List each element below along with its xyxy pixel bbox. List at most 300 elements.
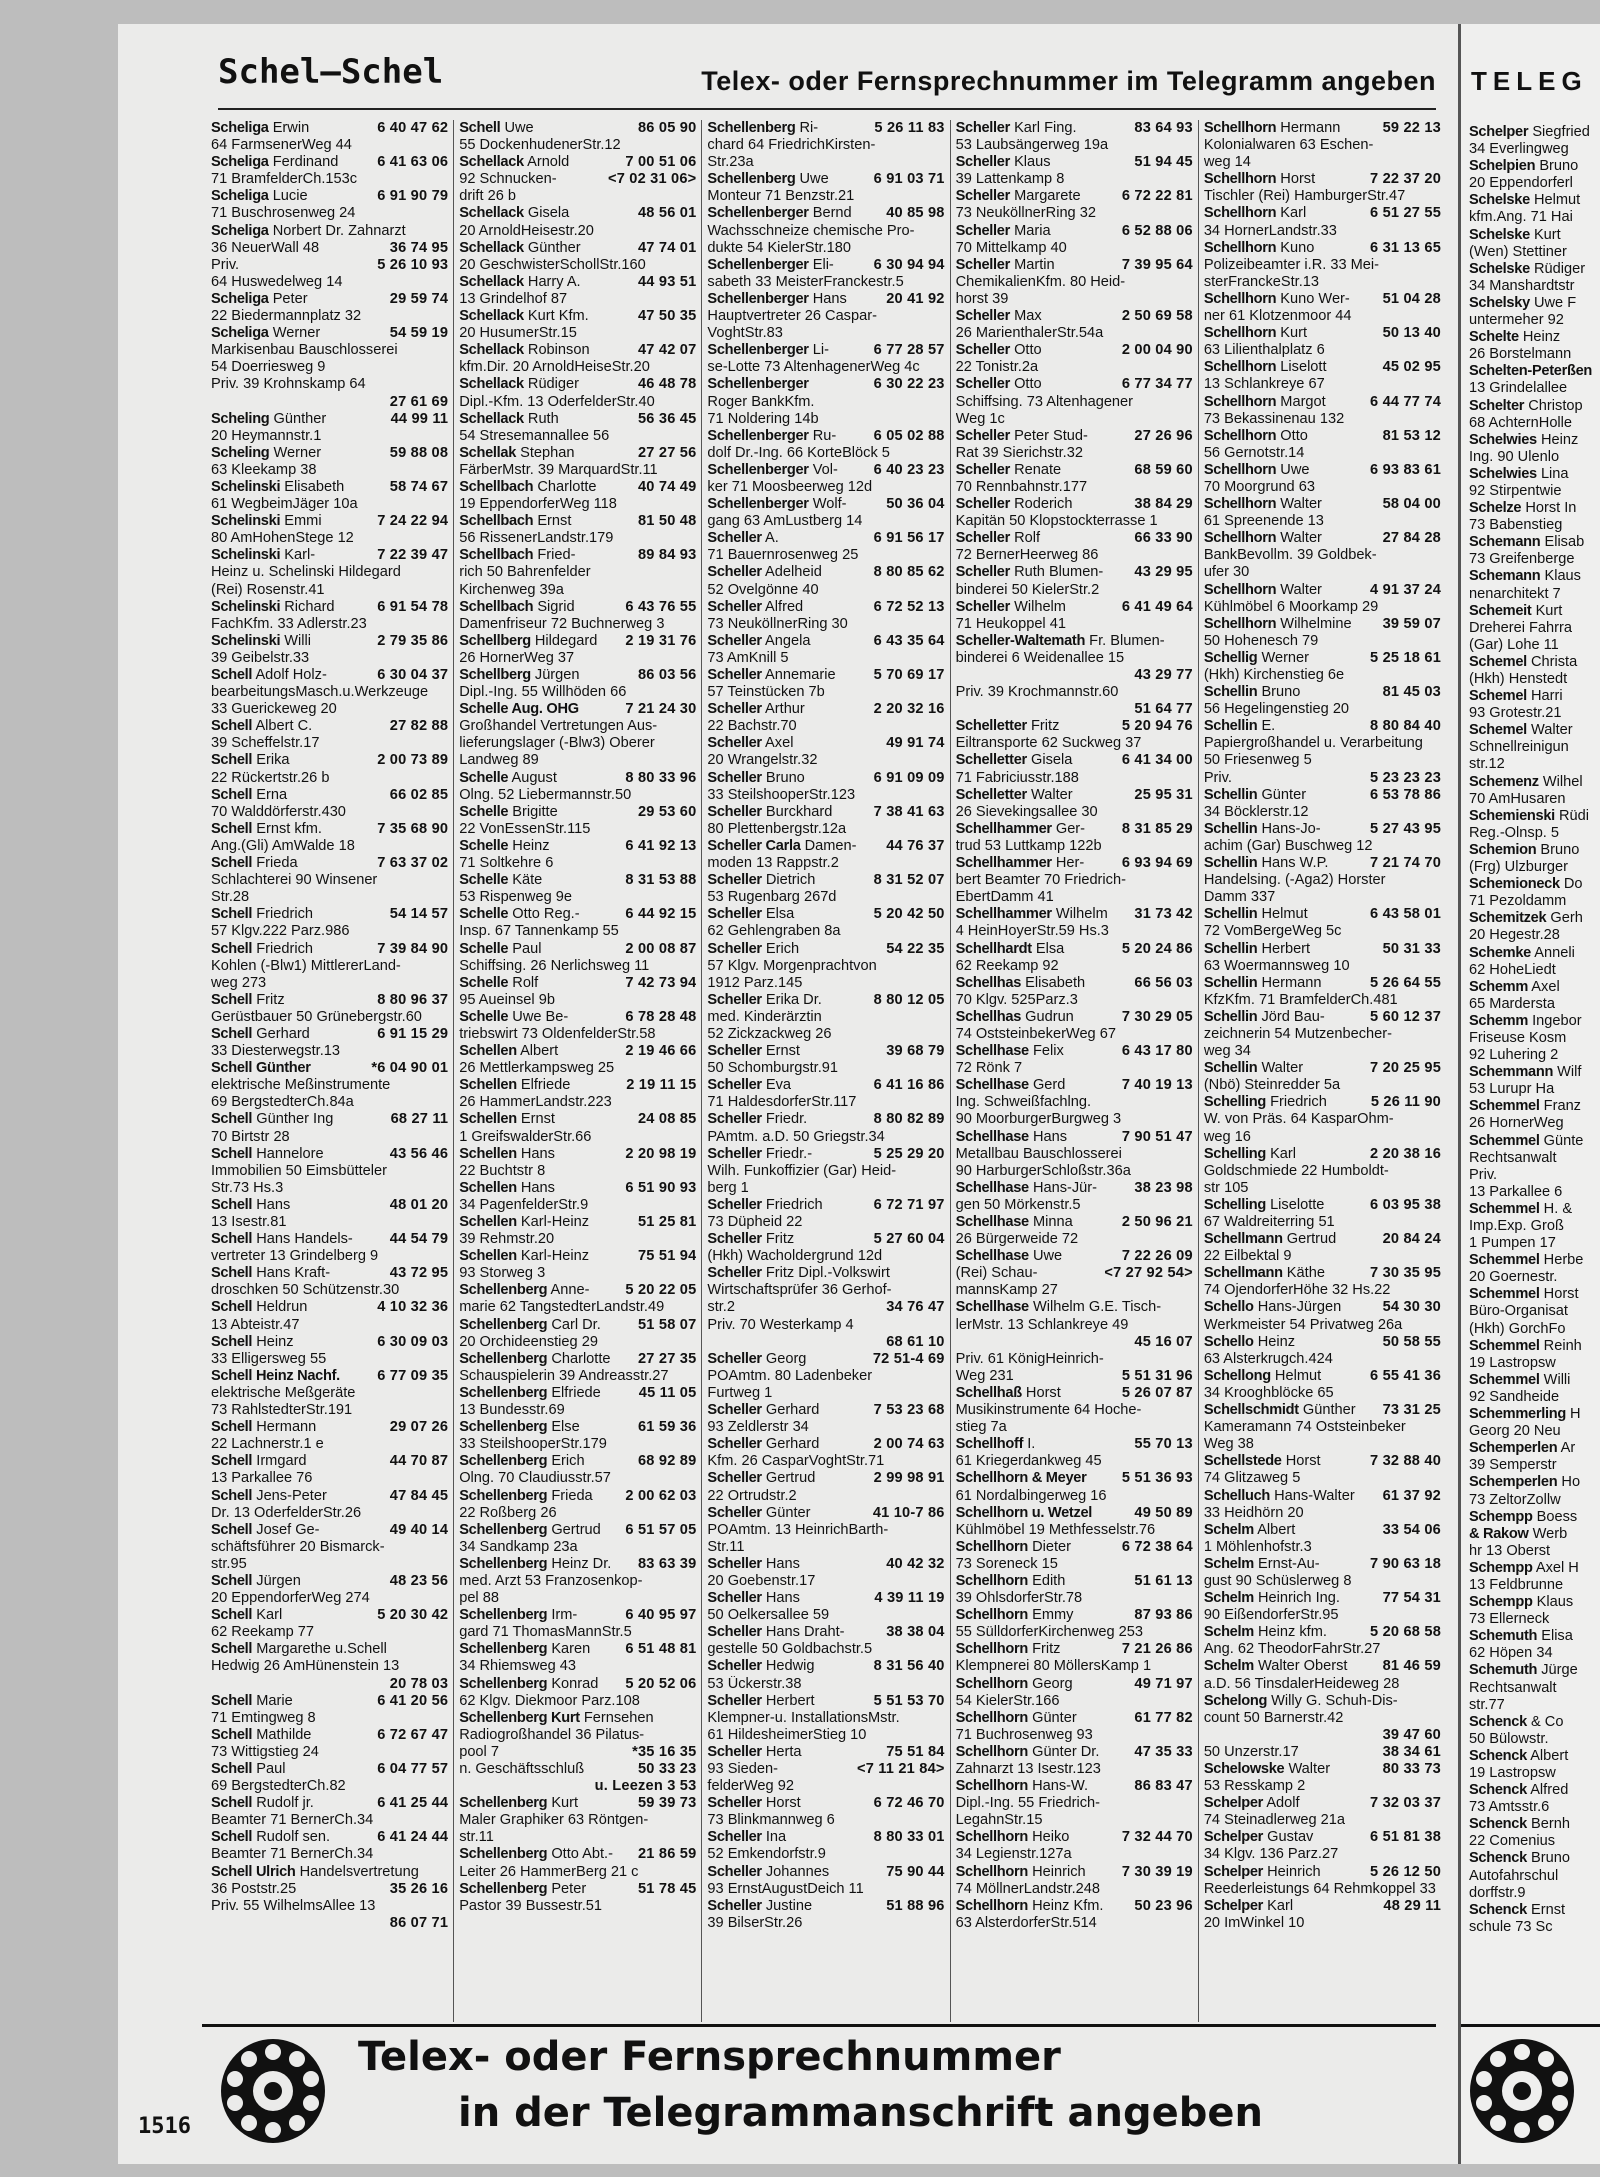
phone-number: 40 42 32	[882, 1556, 944, 1573]
entry-details: Ing. 90 Ulenlo	[1469, 448, 1560, 465]
phone-number: 51 61 13	[1130, 1573, 1192, 1590]
directory-entry	[459, 923, 696, 940]
entry-line	[211, 889, 448, 906]
directory-entry	[1204, 1077, 1441, 1094]
directory-entry	[459, 958, 696, 975]
entry-line	[459, 1693, 696, 1710]
entry-details: 53 Laubsängerweg 19a	[955, 137, 1109, 154]
entry-details: Papiergroßhandel u. Verarbeitung	[1203, 735, 1423, 752]
entry-details: H. &	[1543, 1200, 1573, 1217]
directory-entry	[707, 701, 944, 718]
entry-line	[1469, 1816, 1600, 1833]
entry-details: 36 Poststr.25	[211, 1880, 297, 1897]
entry-line	[707, 342, 869, 359]
entry-details: 20 Heymannstr.1	[211, 427, 322, 444]
entry-line	[459, 1334, 696, 1351]
directory-entry	[1204, 1197, 1441, 1214]
entry-line	[707, 1864, 882, 1881]
entry-surname: Schenck	[1469, 1816, 1527, 1833]
entry-details: 92 Sandheide	[1469, 1388, 1560, 1405]
entry-surname: Schellhase	[955, 1179, 1029, 1196]
entry-details: Bruno	[1539, 158, 1579, 175]
entry-details: Georg 20 Neu	[1469, 1423, 1561, 1440]
phone-number: 31 73 42	[1130, 906, 1192, 923]
entry-details: kfm.Dir. 20 ArnoldHeiseStr.20	[459, 359, 650, 376]
entry-surname: Schell	[211, 1521, 253, 1538]
entry-line	[211, 1573, 386, 1590]
entry-details: Hans	[1032, 1128, 1068, 1145]
entry-line	[211, 1727, 373, 1744]
entry-details: Landweg 89	[459, 752, 539, 769]
directory-entry	[211, 1693, 448, 1710]
directory-entry	[707, 1351, 944, 1368]
entry-line	[211, 513, 373, 530]
entry-line	[211, 411, 387, 428]
entry-line	[1204, 1009, 1366, 1026]
entry-line	[459, 701, 621, 718]
entry-line	[211, 650, 448, 667]
directory-entry	[459, 1419, 696, 1436]
entry-details: 62 Klgv. Diekmoor Parz.108	[459, 1692, 640, 1709]
directory-entry	[707, 1556, 944, 1573]
entry-line	[1469, 158, 1600, 175]
directory-entry	[1469, 432, 1600, 449]
entry-surname: Schellenberger	[707, 427, 809, 444]
entry-line	[1204, 1368, 1366, 1385]
entry-details: Tischler (Rei) HamburgerStr.47	[1203, 188, 1406, 205]
entry-line	[1469, 1714, 1600, 1731]
entry-line	[1469, 1355, 1600, 1372]
entry-details: str 105	[1203, 1179, 1249, 1196]
entry-details: Walter	[1280, 581, 1322, 598]
entry-line	[707, 1522, 944, 1539]
directory-entry	[459, 1060, 696, 1077]
entry-details: Friseuse Kosm	[1469, 1029, 1567, 1046]
entry-details: H	[1570, 1406, 1581, 1423]
phone-number: 68 61 10	[882, 1334, 944, 1351]
entry-details: 54 KielerStr.166	[955, 1692, 1060, 1709]
entry-surname: Scheller	[707, 872, 762, 889]
directory-entry	[1469, 791, 1600, 808]
entry-surname: Schemperlen	[1469, 1474, 1558, 1491]
phone-number: 7 30 29 05	[1118, 1009, 1193, 1026]
directory-entry	[1469, 227, 1600, 244]
entry-line	[707, 1676, 944, 1693]
directory-entry	[1469, 688, 1600, 705]
entry-surname: Schelletter	[955, 718, 1027, 735]
entry-surname: Scheliga	[211, 290, 269, 307]
entry-details: Gudrun	[1025, 1008, 1074, 1025]
entry-details: dukte 54 KielerStr.180	[707, 239, 852, 256]
directory-entry	[1204, 923, 1441, 940]
entry-details: bert Beamter 70 Friedrich-	[955, 872, 1126, 889]
entry-details: 63 Kleekamp 38	[211, 461, 317, 478]
entry-details: 71 Buchrosenweg 93	[955, 1726, 1093, 1743]
directory-entry	[956, 1829, 1193, 1846]
directory-entry	[956, 1419, 1193, 1436]
directory-entry	[707, 821, 944, 838]
entry-details: Adolf	[1266, 1795, 1300, 1812]
entry-details: berg 1	[707, 1179, 749, 1196]
entry-details: (Hkh) Henstedt	[1469, 671, 1568, 687]
directory-entry	[956, 1043, 1193, 1060]
directory-entry	[459, 1094, 696, 1111]
entry-details: Hedwig	[765, 1658, 815, 1675]
entry-line	[459, 872, 621, 889]
directory-entry	[211, 257, 448, 274]
entry-surname: Scheller	[707, 1231, 762, 1248]
entry-line	[707, 1744, 882, 1761]
entry-details: elektrische Meßgeräte	[211, 1384, 356, 1401]
directory-entry	[211, 1761, 448, 1778]
entry-surname: Scheller	[707, 1590, 762, 1607]
directory-entry	[211, 1163, 448, 1180]
entry-details: Brigitte	[512, 803, 558, 820]
entry-details: Günther	[273, 410, 327, 427]
entry-surname: Scheller	[707, 1402, 762, 1419]
phone-number: 81 46 59	[1379, 1658, 1441, 1675]
entry-line	[1204, 308, 1441, 325]
entry-details: n. Geschäftsschluß	[459, 1761, 585, 1777]
directory-entry	[459, 513, 696, 530]
entry-details: Heinz	[1540, 431, 1579, 448]
directory-entry	[1469, 927, 1600, 944]
entry-line	[1204, 1778, 1441, 1795]
directory-entry	[1204, 342, 1441, 359]
entry-details: Schnellreinigun	[1469, 739, 1569, 756]
entry-line	[707, 1368, 944, 1385]
entry-line	[211, 1231, 386, 1248]
entry-details: 52 Zickzackweg 26	[707, 1025, 832, 1042]
entry-line	[956, 684, 1193, 701]
entry-line	[707, 359, 944, 376]
entry-details: Bruno	[765, 769, 805, 786]
entry-details: Priv.	[1203, 769, 1232, 786]
directory-entry	[956, 1163, 1193, 1180]
entry-details: triebswirt 73 OldenfelderStr.58	[459, 1025, 656, 1042]
entry-details: Hans	[765, 1555, 800, 1572]
entry-details: Dreherei Fahrra	[1469, 619, 1573, 636]
entry-line	[459, 1744, 628, 1761]
entry-line	[211, 1009, 448, 1026]
directory-entry	[707, 462, 944, 479]
directory-entry	[211, 274, 448, 291]
entry-line	[956, 804, 1193, 821]
directory-entry	[211, 1624, 448, 1641]
entry-details: Kurt	[551, 1795, 579, 1812]
entry-surname: Scheller Carla	[707, 837, 801, 854]
entry-surname: Schellhammer	[955, 855, 1052, 872]
entry-line	[707, 1248, 944, 1265]
entry-details: Her-	[1055, 855, 1085, 872]
entry-line	[707, 462, 869, 479]
entry-line	[707, 975, 944, 992]
phone-number: 49 91 74	[882, 735, 944, 752]
phone-number: 6 40 23 23	[870, 462, 945, 479]
entry-line	[707, 872, 869, 889]
phone-number: 6 41 63 06	[373, 154, 448, 171]
entry-details: Roger BankKfm.	[707, 393, 815, 410]
entry-details: 56 Hegelingenstieg 20	[1203, 701, 1350, 718]
entry-line	[1204, 1795, 1366, 1812]
phone-number: 33 54 06	[1379, 1522, 1441, 1539]
entry-details: Uwe	[504, 120, 534, 136]
entry-details: achim (Gar) Buschweg 12	[1203, 837, 1373, 854]
entry-surname: Schemel	[1469, 688, 1527, 705]
entry-line	[1469, 209, 1600, 226]
entry-details: Kfm. 26 CasparVoghtStr.71	[707, 1453, 885, 1470]
entry-line	[1204, 1556, 1366, 1573]
entry-details: gust 90 Schüslerweg 8	[1203, 1572, 1352, 1589]
directory-entry	[211, 1180, 448, 1197]
directory-entry	[956, 376, 1193, 393]
entry-line	[707, 1419, 944, 1436]
entry-details: Bernh	[1531, 1816, 1570, 1833]
directory-entry	[707, 223, 944, 240]
entry-line	[956, 1470, 1118, 1487]
directory-entry	[956, 462, 1193, 479]
entry-line	[707, 1043, 882, 1060]
entry-surname: Schellenberger	[707, 376, 809, 393]
entry-line	[459, 1761, 634, 1778]
entry-line	[707, 1470, 869, 1487]
directory-entry	[459, 1761, 696, 1778]
entry-surname: Schellig	[1203, 649, 1258, 666]
directory-entry	[707, 274, 944, 291]
entry-surname: Schellhorn u. Wetzel	[955, 1504, 1093, 1521]
directory-entry	[459, 1881, 696, 1898]
entry-details: August	[511, 769, 557, 786]
entry-line	[1469, 603, 1600, 620]
directory-entry	[1469, 500, 1600, 517]
directory-entry	[1469, 295, 1600, 312]
entry-details: 73 Wittigstieg 24	[211, 1743, 319, 1760]
entry-details: lieferungslager (-Blw3) Oberer	[459, 735, 655, 752]
phone-number: 6 41 49 64	[1118, 599, 1193, 616]
phone-number: 29 07 26	[386, 1419, 448, 1436]
phone-number: 86 07 71	[386, 1915, 448, 1932]
entry-details: Dipl.-Ing. 55 Friedrich-	[955, 1795, 1100, 1812]
entry-details: Ernst-Au-	[1258, 1555, 1320, 1572]
entry-details: (Frg) Ulzburger	[1469, 859, 1568, 876]
entry-line	[707, 1436, 869, 1453]
phone-number: 6 72 46 70	[870, 1795, 945, 1812]
entry-details: Liselott	[1280, 359, 1327, 376]
directory-entry	[1204, 1043, 1441, 1060]
entry-line	[1469, 329, 1600, 346]
entry-line	[956, 1727, 1193, 1744]
entry-line	[956, 496, 1131, 513]
directory-entry	[707, 428, 944, 445]
entry-line	[211, 1385, 448, 1402]
entry-details: 39 Semperstr	[1469, 1457, 1557, 1474]
entry-line	[459, 188, 696, 205]
phone-number: 7 21 26 86	[1118, 1641, 1193, 1658]
entry-line	[211, 496, 448, 513]
entry-line	[1204, 1522, 1379, 1539]
directory-entry	[1469, 654, 1600, 671]
entry-details: Rolf	[1014, 530, 1041, 547]
entry-surname: Schellhorn	[955, 1897, 1029, 1914]
entry-line	[1469, 1594, 1600, 1611]
entry-line	[1204, 1881, 1441, 1898]
phone-number: 49 40 14	[386, 1522, 448, 1539]
phone-number: 51 64 77	[1130, 701, 1192, 718]
entry-details: 34 Klgv. 136 Parz.27	[1203, 1846, 1339, 1863]
entry-surname: Schell	[211, 906, 253, 923]
directory-entry	[211, 1727, 448, 1744]
entry-line	[211, 872, 448, 889]
phone-number: 27 84 28	[1379, 530, 1441, 547]
entry-details: 62 HoheLiedt	[1469, 961, 1556, 978]
directory-entry	[1204, 479, 1441, 496]
directory-entry	[1469, 859, 1600, 876]
entry-line	[459, 257, 696, 274]
directory-entry	[459, 1436, 696, 1453]
directory-entry	[956, 1402, 1193, 1419]
entry-line	[211, 257, 373, 274]
directory-entry	[1204, 1488, 1441, 1505]
phone-number: 34 76 47	[882, 1299, 944, 1316]
entry-details: Erna	[256, 786, 288, 803]
phone-number: 36 74 95	[386, 240, 448, 257]
entry-details: Gertrud	[1286, 1231, 1337, 1248]
phone-number: 89 84 93	[634, 547, 696, 564]
directory-entry	[956, 701, 1193, 718]
entry-line	[459, 1727, 696, 1744]
entry-line	[459, 1197, 696, 1214]
entry-surname: Scheliga	[211, 154, 269, 171]
directory-entry	[1204, 633, 1441, 650]
entry-surname: Schellenberg	[459, 1316, 548, 1333]
directory-entry	[459, 325, 696, 342]
entry-details: 36 NeuerWall 48	[211, 239, 320, 256]
entry-line	[956, 274, 1193, 291]
entry-details: lerMstr. 13 Schlankreye 49	[955, 1316, 1129, 1333]
entry-line	[956, 428, 1131, 445]
directory-entry	[1204, 650, 1441, 667]
entry-details: Peter Stud-	[1014, 427, 1088, 444]
directory-entry	[1469, 1765, 1600, 1782]
entry-line	[459, 1898, 696, 1915]
directory-entry	[1469, 483, 1600, 500]
entry-details: 69 BergstedterCh.82	[211, 1778, 346, 1795]
entry-line	[211, 1505, 448, 1522]
phone-number: 6 51 57 05	[621, 1522, 696, 1539]
directory-entry	[1469, 1645, 1600, 1662]
entry-details: (Rei) Rosenstr.41	[211, 581, 325, 598]
directory-entry	[707, 1248, 944, 1265]
entry-surname: Schellhase	[955, 1299, 1029, 1316]
directory-entry	[956, 1231, 1193, 1248]
directory-entry	[956, 411, 1193, 428]
entry-details: Horst	[1543, 1286, 1579, 1303]
entry-details: 50 Bülowstr.	[1469, 1730, 1549, 1747]
directory-entry	[211, 1351, 448, 1368]
entry-surname: Schellenberg Kurt	[459, 1709, 580, 1726]
entry-surname: Schell Günther	[211, 1060, 311, 1077]
entry-details: rich 50 Bahrenfelder	[459, 564, 591, 581]
directory-entry	[956, 667, 1193, 684]
directory-entry	[459, 428, 696, 445]
entry-details: Charlotte	[537, 478, 597, 495]
entry-line	[1204, 1915, 1441, 1932]
phone-number: 5 20 30 42	[373, 1607, 448, 1624]
entry-surname: Schellenberger	[707, 256, 809, 273]
entry-line	[956, 599, 1118, 616]
directory-entry	[1204, 376, 1441, 393]
footer-notice-line-1: Telex- oder Fernsprechnummer	[358, 2034, 1061, 2080]
phone-number: 43 72 95	[386, 1265, 448, 1282]
entry-details: (Hkh) Kirchenstieg 6e	[1203, 667, 1345, 683]
entry-details: 72 VomBergeWeg 5c	[1203, 923, 1342, 940]
entry-line	[707, 633, 869, 650]
entry-details: pool 7	[459, 1743, 499, 1760]
entry-line	[459, 240, 634, 257]
directory-entry	[1469, 1833, 1600, 1850]
directory-entry	[211, 1129, 448, 1146]
entry-surname: Schelm	[1203, 1590, 1254, 1607]
directory-entry	[1204, 137, 1441, 154]
directory-entry	[1204, 1761, 1441, 1778]
directory-entry	[1469, 1321, 1600, 1338]
phone-number: 2 20 32 16	[870, 701, 945, 718]
entry-details: E.	[1261, 718, 1276, 735]
entry-line	[211, 1094, 448, 1111]
entry-details: Herbert	[1261, 940, 1311, 957]
entry-line	[956, 1710, 1131, 1727]
directory-entry	[1469, 1047, 1600, 1064]
directory-entry	[707, 1710, 944, 1727]
entry-details: 92 Luhering 2	[1469, 1047, 1559, 1064]
entry-line	[956, 445, 1193, 462]
entry-details: a.D. 56 TinsdalerHeideweg 28	[1203, 1675, 1400, 1692]
entry-surname: Schelske	[1469, 226, 1530, 243]
entry-surname: Schellen	[459, 1111, 517, 1128]
directory-entry	[1204, 513, 1441, 530]
entry-surname: Schelinski	[211, 478, 281, 495]
entry-line	[459, 564, 696, 581]
entry-details: Hans-Walter	[1274, 1487, 1355, 1504]
entry-details: Walter	[1261, 1060, 1304, 1077]
entry-details: 55 DockenhudenerStr.12	[459, 137, 621, 154]
phone-number: 7 22 26 09	[1118, 1248, 1193, 1265]
entry-surname: Schellenberger	[707, 290, 809, 307]
entry-line	[1204, 342, 1441, 359]
directory-entry	[707, 1829, 944, 1846]
phone-number: 48 01 20	[386, 1197, 448, 1214]
directory-entry	[1469, 1030, 1600, 1047]
directory-entry	[1204, 804, 1441, 821]
entry-line	[956, 616, 1193, 633]
entry-details: Hannelore	[256, 1145, 324, 1162]
directory-entry	[211, 804, 448, 821]
directory-entry	[707, 1915, 944, 1932]
entry-line	[1469, 859, 1600, 876]
entry-details: Margarethe u.Schell	[256, 1641, 387, 1658]
entry-line	[1204, 872, 1441, 889]
directory-entry	[1469, 209, 1600, 226]
phone-number: 38 34 61	[1379, 1744, 1441, 1761]
entry-details: Georg	[1032, 1675, 1073, 1692]
entry-line	[707, 240, 944, 257]
entry-details: 33 Heidhörn 20	[1203, 1504, 1304, 1521]
directory-entry	[459, 342, 696, 359]
directory-entry	[1204, 701, 1441, 718]
entry-surname: Scheller	[707, 530, 762, 547]
entry-details: 34 Manshardtstr	[1469, 277, 1575, 294]
entry-details: Alfred	[1530, 1782, 1569, 1799]
